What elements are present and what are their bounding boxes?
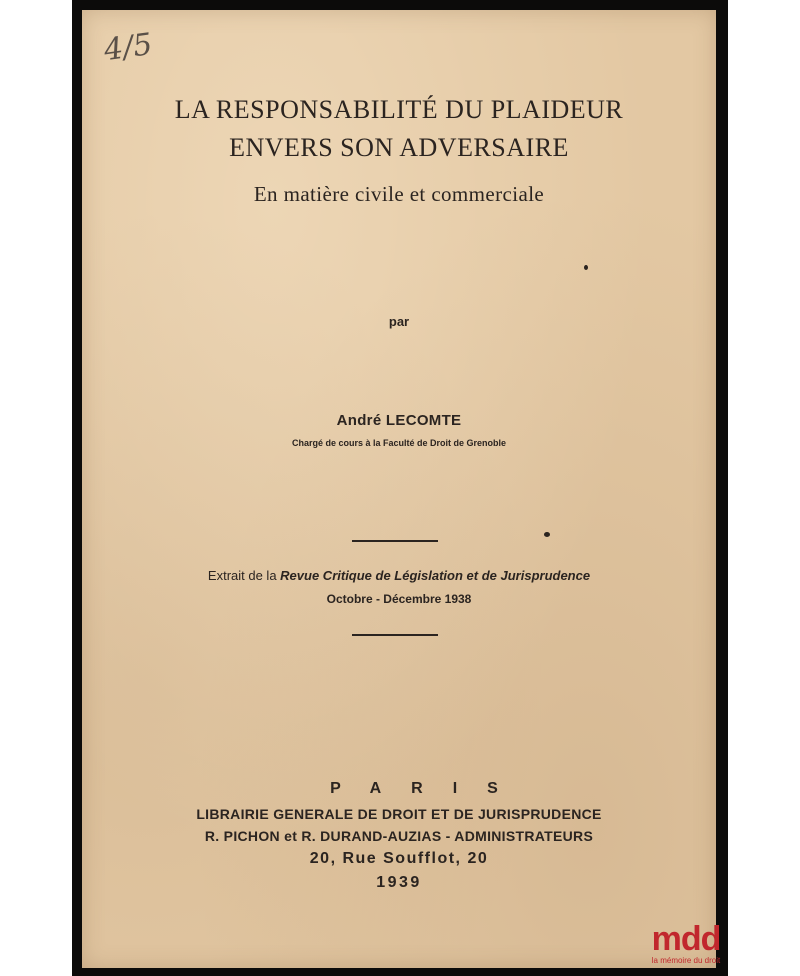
watermark-mark: mdd xyxy=(651,920,721,958)
watermark-logo xyxy=(646,920,726,972)
book-cover xyxy=(82,10,716,968)
publication-year: 1939 xyxy=(376,874,422,891)
publisher-address: 20, Rue Soufflot, 20 xyxy=(309,850,489,867)
author-name: André LECOMTE xyxy=(336,412,462,429)
extract-prefix: Extrait de la xyxy=(207,568,281,583)
journal-title: Revue Critique de Législation et de Jurisprudence xyxy=(280,568,591,583)
author-position: Chargé de cours à la Faculté de Droit de Grenoble xyxy=(291,438,507,448)
title-line-2: ENVERS SON ADVERSAIRE xyxy=(229,133,569,162)
divider-bottom xyxy=(352,634,438,636)
handwritten-note: 4/5 xyxy=(101,26,155,69)
extract-line xyxy=(82,568,716,583)
publisher-city: PARIS xyxy=(330,780,528,797)
watermark-tagline: la mémoire du droit xyxy=(651,956,721,965)
title-line-1: LA RESPONSABILITÉ DU PLAIDEUR xyxy=(174,95,624,124)
ink-speck xyxy=(544,532,550,537)
ink-speck xyxy=(584,265,588,270)
publisher-administrators: R. PICHON et R. DURAND-AUZIAS - ADMINISTRATEURS xyxy=(204,828,594,844)
divider-top xyxy=(352,540,438,542)
subtitle: En matière civile et commerciale xyxy=(253,182,545,206)
byline-par: par xyxy=(388,314,410,329)
publisher-name: LIBRAIRIE GENERALE DE DROIT ET DE JURISPRUDENCE xyxy=(196,806,602,822)
issue-date: Octobre - Décembre 1938 xyxy=(326,592,472,606)
